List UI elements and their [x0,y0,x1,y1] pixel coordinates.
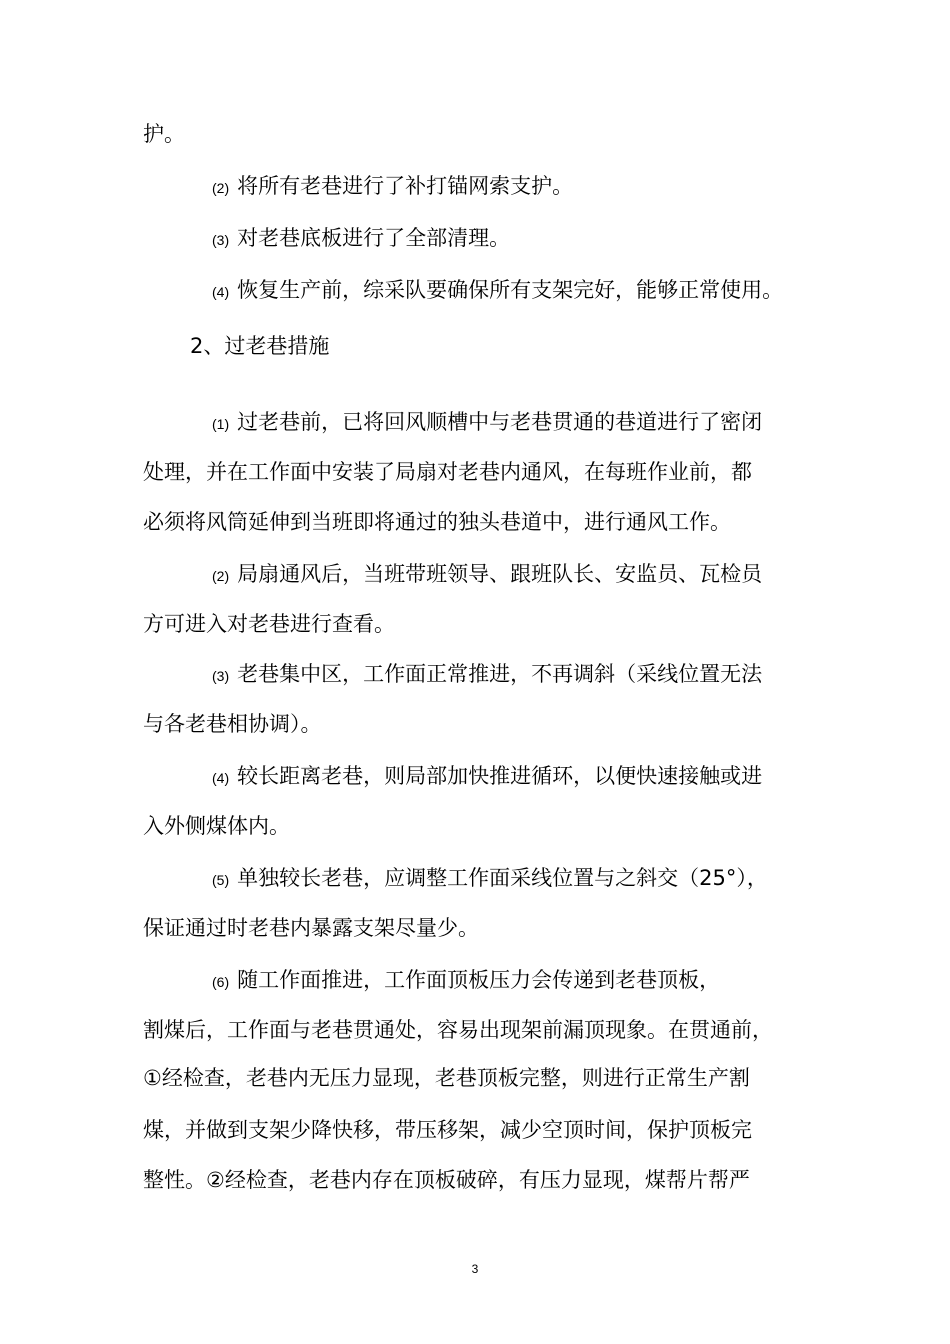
text-line [212,172,573,202]
text-line [143,914,479,942]
text-line [143,610,395,638]
line-text: 入外侧煤体内。 [143,814,290,838]
item-number: (4) [212,770,230,786]
item-number: (2) [212,568,230,584]
text-line [212,864,768,894]
line-text: 随工作面推进，工作面顶板压力会传递到老巷顶板， [237,968,721,992]
text-line [190,332,329,360]
text-line [143,1064,750,1092]
line-text: 较长距离老巷，则局部加快推进循环，以便快速接触或进 [237,764,763,788]
line-text: 必须将风筒延伸到当班即将通过的独头巷道中，进行通风工作。 [143,510,731,534]
line-text: 整性。②经检查，老巷内存在顶板破碎，有压力显现，煤帮片帮严 [143,1168,750,1192]
line-text: 恢复生产前，综采队要确保所有支架完好，能够正常使用。 [237,278,784,302]
item-number: (3) [212,232,230,248]
text-line [212,560,762,590]
text-line [143,458,752,486]
line-text: 方可进入对老巷进行查看。 [143,612,395,636]
line-text: 过老巷前，已将回风顺槽中与老巷贯通的巷道进行了密闭 [237,410,763,434]
line-text: 对老巷底板进行了全部清理。 [237,226,511,250]
line-text: 与各老巷相协调）。 [143,712,322,736]
line-text: 老巷集中区，工作面正常推进，不再调斜（采线位置无法 [237,662,763,686]
text-line [143,1116,752,1144]
line-text: 2、过老巷措施 [190,334,330,358]
item-number: (4) [212,284,230,300]
item-number: (5) [212,872,230,888]
item-number: (6) [212,974,230,990]
line-text: ①经检查，老巷内无压力显现，老巷顶板完整，则进行正常生产割 [143,1066,750,1090]
text-line [212,966,720,996]
text-line [212,660,762,690]
line-text: 护。 [143,122,185,146]
line-text: 煤，并做到支架少降快移，带压移架，减少空顶时间，保护顶板完 [143,1118,752,1142]
text-line [143,812,290,840]
text-line [143,120,185,148]
line-text: 局扇通风后，当班带班领导、跟班队长、安监员、瓦检员 [237,562,763,586]
item-number: (2) [212,180,230,196]
item-number: (1) [212,416,230,432]
line-text: 保证通过时老巷内暴露支架尽量少。 [143,916,479,940]
text-line [212,224,510,254]
text-line [143,1166,750,1194]
text-line [143,710,322,738]
line-text: 割煤后，工作面与老巷贯通处，容易出现架前漏顶现象。在贯通前， [143,1018,773,1042]
line-text: 将所有老巷进行了补打锚网索支护。 [237,174,574,198]
text-line [143,508,731,536]
text-line [212,408,762,438]
text-line [143,1016,773,1044]
text-line [212,762,762,792]
line-text: 单独较长老巷，应调整工作面采线位置与之斜交（25°）， [237,866,768,890]
line-text: 处理，并在工作面中安装了局扇对老巷内通风，在每班作业前，都 [143,460,752,484]
item-number: (3) [212,668,230,684]
page-number: 3 [471,1262,479,1276]
text-line [212,276,783,306]
